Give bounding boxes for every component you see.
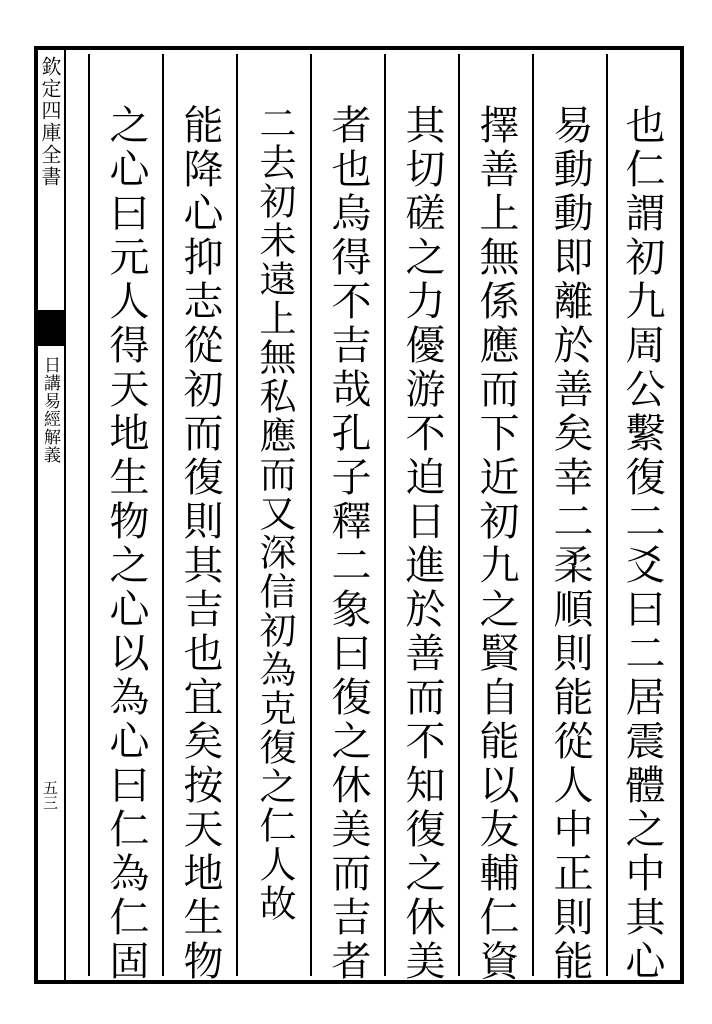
text-column bbox=[236, 54, 310, 976]
column-text: 擇善上無係應而下近初九之賢自能以友輔仁資 bbox=[473, 104, 519, 984]
text-column bbox=[606, 54, 678, 984]
book-title: 日講易經解義 bbox=[40, 356, 60, 464]
column-text: 其切磋之力優游不迫日進於善而不知復之休美 bbox=[399, 104, 445, 984]
column-text: 也仁謂初九周公繫復二爻曰二居震體之中其心 bbox=[619, 104, 665, 984]
fishtail-mark bbox=[36, 310, 64, 346]
header-title: 欽定四庫全書 bbox=[38, 56, 62, 188]
page-number: 五三 bbox=[41, 780, 59, 810]
text-column bbox=[384, 54, 458, 984]
text-column bbox=[162, 54, 236, 984]
column-text: 二去初未遠上無私應而又深信初為克復之仁人故 bbox=[253, 104, 296, 923]
text-column bbox=[532, 54, 606, 984]
column-text: 者也烏得不吉哉孔子釋二象曰復之休美而吉者 bbox=[325, 104, 371, 984]
column-text: 能降心抑志從初而復則其吉也宜矣按天地生物 bbox=[177, 104, 223, 984]
text-column bbox=[310, 54, 384, 984]
text-columns bbox=[66, 54, 678, 984]
column-text: 之心曰元人得天地生物之心以為心曰仁為仁固 bbox=[103, 104, 149, 984]
column-text: 易動動即離於善矣幸二柔順則能從人中正則能 bbox=[547, 104, 593, 984]
text-column bbox=[458, 54, 532, 984]
text-column bbox=[88, 54, 162, 984]
